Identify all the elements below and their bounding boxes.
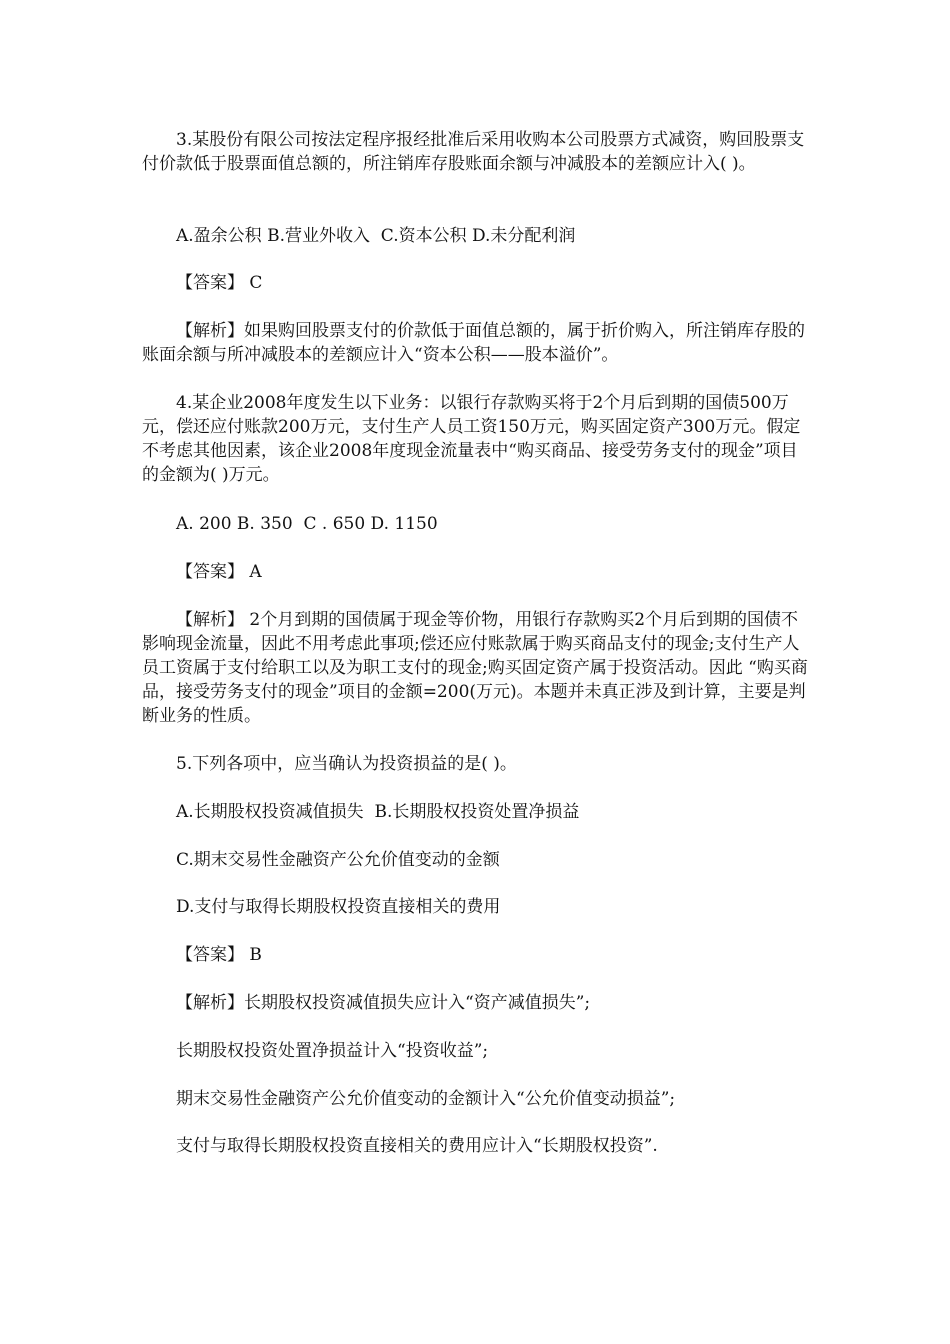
question-5-analysis-line-1: 【解析】长期股权投资减值损失应计入“资产减值损失”;: [176, 993, 591, 1013]
question-3-options: A.盈余公积 B.营业外收入 C.资本公积 D.未分配利润: [176, 226, 576, 246]
question-4-answer: 【答案】 A: [176, 562, 262, 582]
question-3-stem: 3.某股份有限公司按法定程序报经批准后采用收购本公司股票方式减资，购回股票支付价款低于股票面值总额的，所注销库存股账面余额与冲减股本的差额应计入( )。: [142, 130, 805, 174]
question-4-options: A. 200 B. 350 C . 650 D. 1150: [176, 514, 438, 534]
question-3-answer: 【答案】 C: [176, 273, 263, 293]
question-5-analysis-line-4: 支付与取得长期股权投资直接相关的费用应计入“长期股权投资”.: [176, 1136, 658, 1156]
question-5-option-d: D.支付与取得长期股权投资直接相关的费用: [176, 897, 501, 917]
question-3-analysis: 【解析】如果购回股票支付的价款低于面值总额的，属于折价购入，所注销库存股的账面余额与所冲减股本的差额应计入“资本公积——股本溢价”。: [142, 321, 805, 365]
question-5-option-c: C.期末交易性金融资产公允价值变动的金额: [176, 850, 500, 870]
question-5-answer: 【答案】 B: [176, 945, 262, 965]
question-4-analysis: 【解析】 2个月到期的国债属于现金等价物，用银行存款购买2个月后到期的国债不影响现金流量，因此不用考虑此事项;偿还应付账款属于购买商品支付的现金;支付生产人员工资属于支付给职工以及为职工支付的现金;购买固定资产属于投资活动。因此 “购买商品，接受劳务支付的现金”项目的金额=200(万元)。本题并未真正涉及到计算，主要是判断业务的性质。: [142, 610, 808, 726]
question-5-option-ab: A.长期股权投资减值损失 B.长期股权投资处置净损益: [176, 802, 580, 822]
question-4-stem: 4.某企业2008年度发生以下业务：以银行存款购买将于2个月后到期的国债500万元，偿还应付账款200万元，支付生产人员工资150万元，购买固定资产300万元。假定不考虑其他因素，该企业2008年度现金流量表中“购买商品、接受劳务支付的现金”项目的金额为( )万元。: [142, 393, 801, 485]
question-5-analysis-line-3: 期末交易性金融资产公允价值变动的金额计入“公允价值变动损益”;: [176, 1089, 676, 1109]
question-5-stem: 5.下列各项中，应当确认为投资损益的是( )。: [176, 754, 517, 774]
question-5-analysis-line-2: 长期股权投资处置净损益计入“投资收益”;: [176, 1041, 489, 1061]
